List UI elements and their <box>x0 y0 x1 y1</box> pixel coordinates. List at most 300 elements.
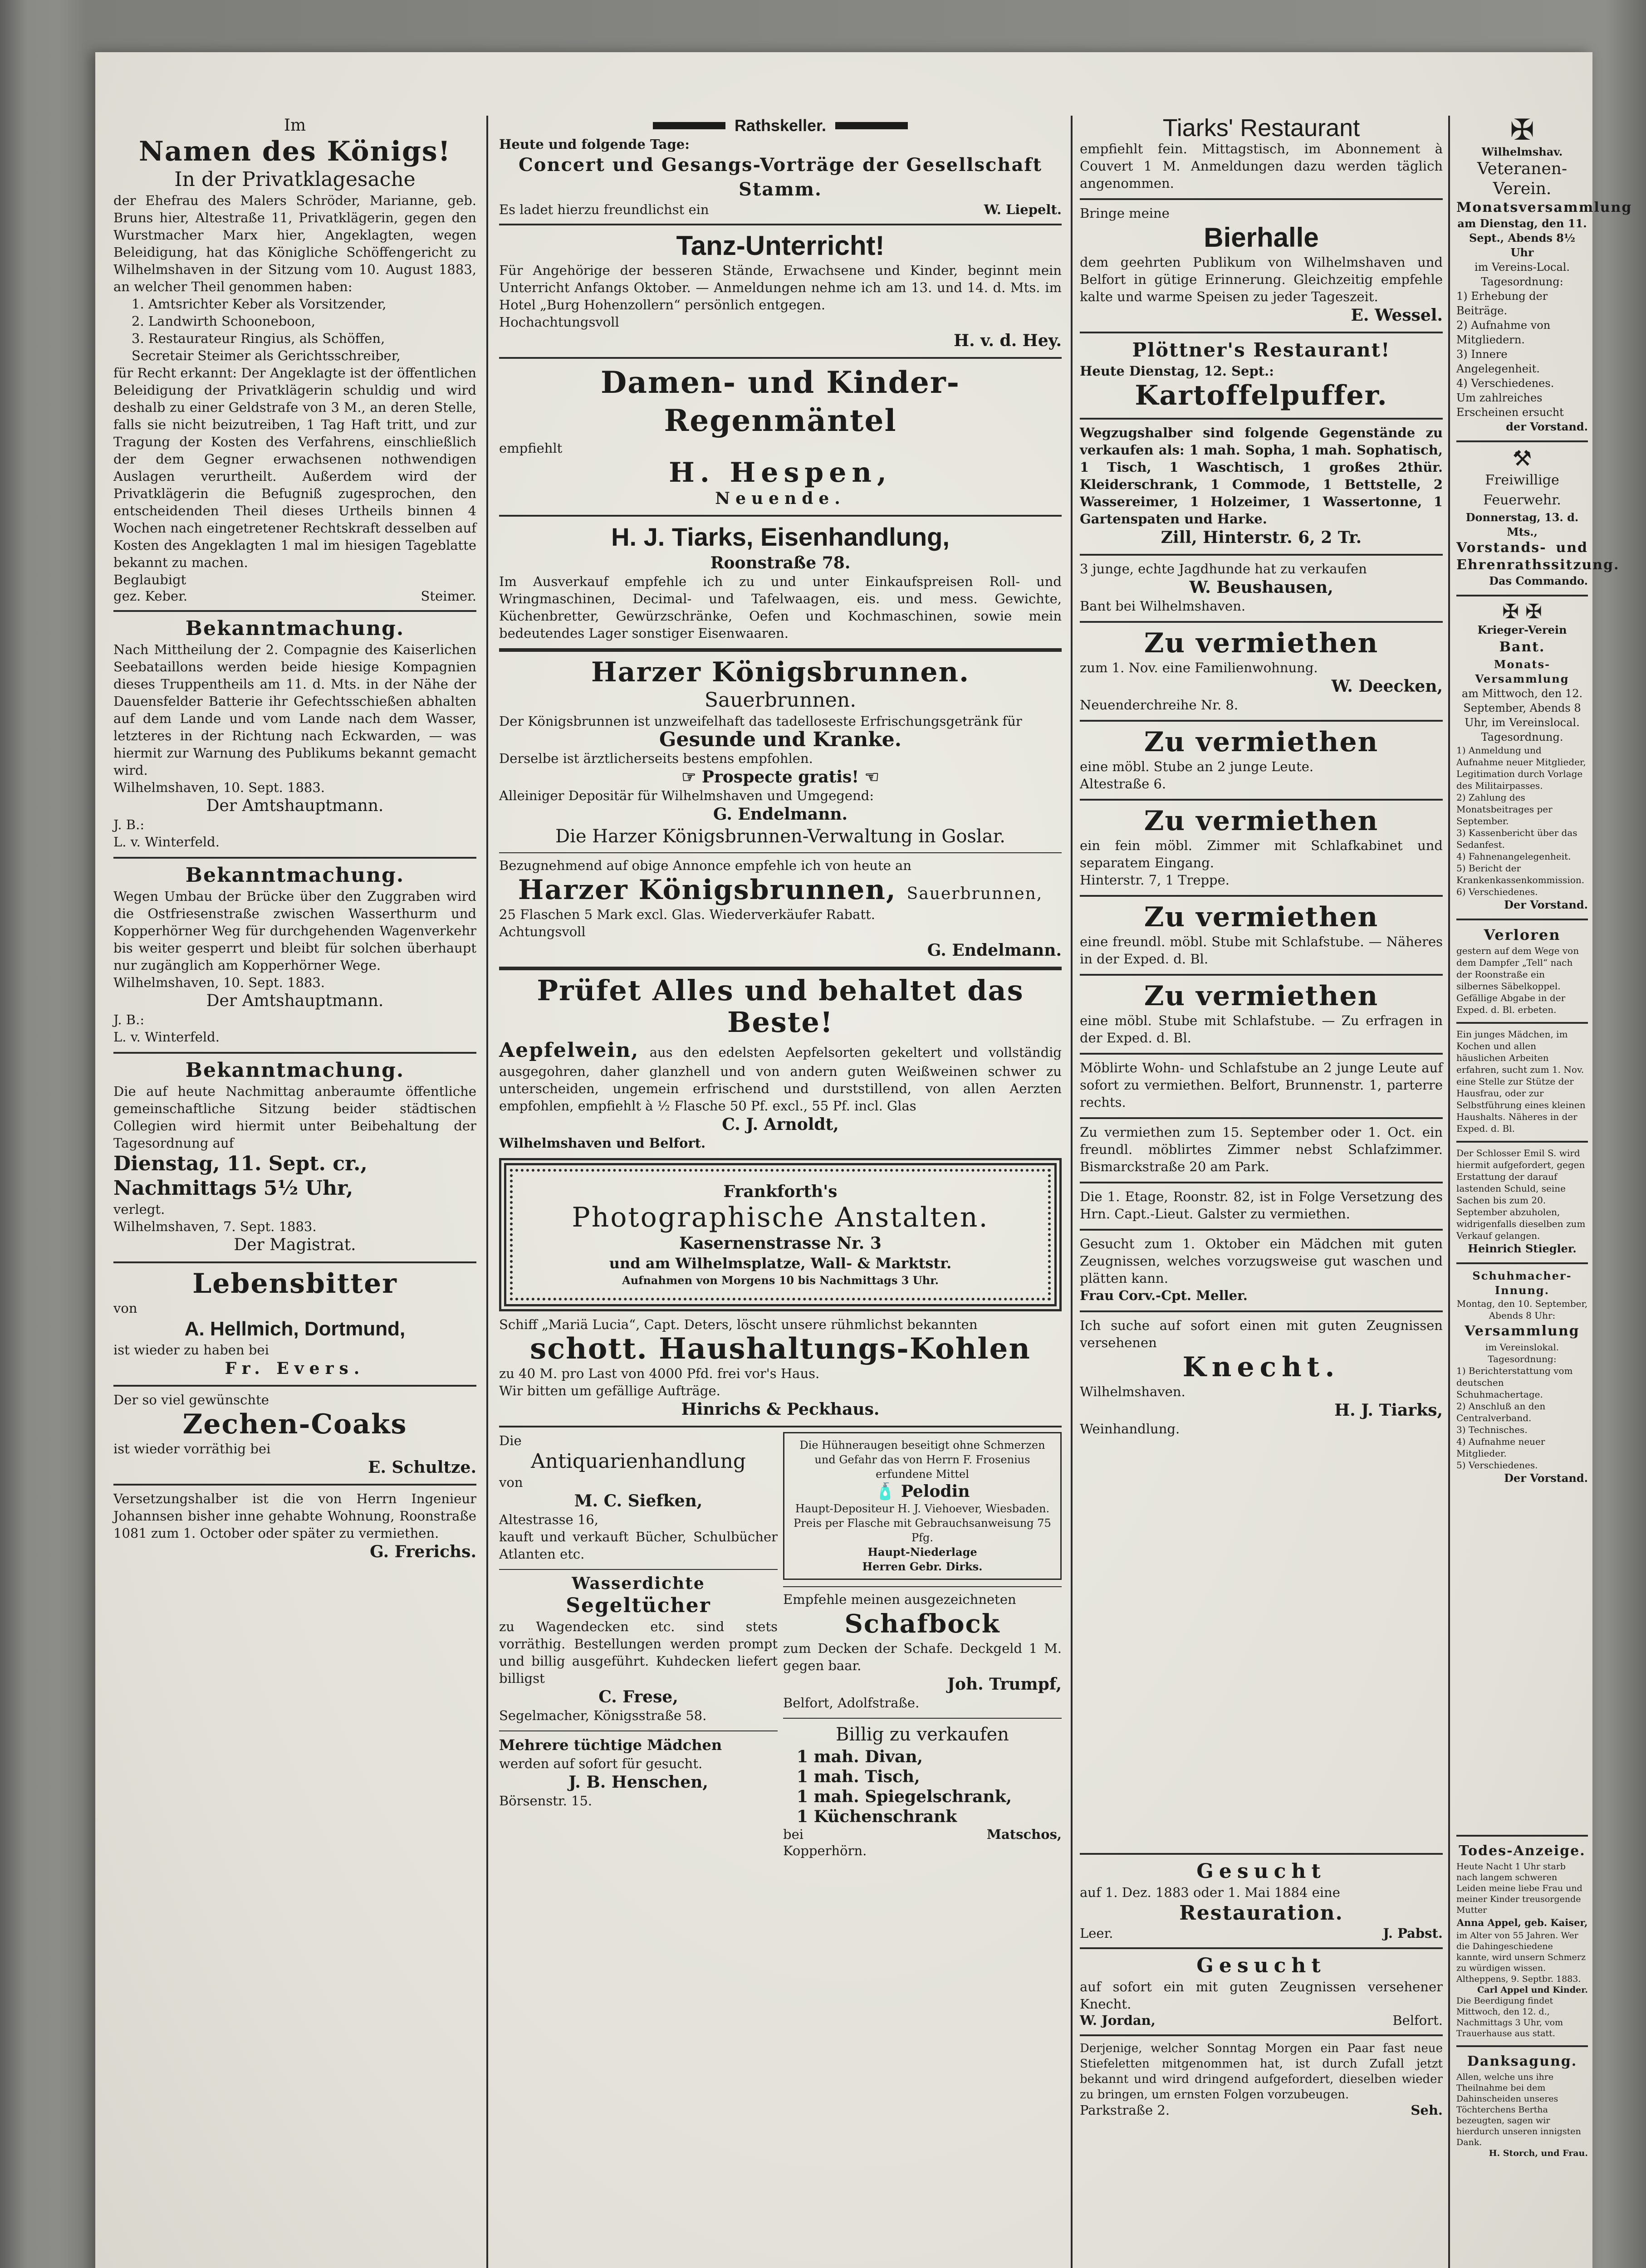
ad-title: Prüfet Alles und behaltet das Beste! <box>537 974 1024 1039</box>
list-item: Secretair Steimer als Gerichtsschreiber, <box>132 348 401 363</box>
signature: der Vorstand. <box>1506 420 1588 433</box>
ad-schlosser <box>1456 1147 1588 1256</box>
list-item: 1 mah. Divan, <box>797 1747 923 1766</box>
column-4-bottom <box>1456 1830 1588 2165</box>
list-item: 1 mah. Spiegelschrank, <box>797 1787 1012 1806</box>
divider <box>1080 1947 1443 1949</box>
photo-addr: und am Wilhelmsplatze, Wall- & Marktstr. <box>609 1255 952 1272</box>
signature: W. Beushausen, <box>1189 578 1333 597</box>
notice-body: der Ehefrau des Malers Schröder, Marianne, geb. Bruns hier, Altestraße 11, Privatklägerin, gegen den Wurstmacher Marx hier, Angeklagten, wegen Beleidigung, hat das Königliche Schöffengericht zu Wilhelmshaven in der Sitzung vom 10. August 1883, an welcher Theil genommen haben: <box>113 193 476 294</box>
ad-title: Segeltücher <box>566 1594 711 1617</box>
ad-jagd <box>1080 560 1443 615</box>
ad-body: im Alter von 55 Jahren. Wer die Dahingeschiedene kannte, wird unsern Schmerz zu würdigen wissen. <box>1456 1931 1586 1973</box>
ad-stiefel <box>1080 2041 1443 2118</box>
ad-billig <box>783 1722 1062 1859</box>
divider <box>783 1586 1062 1587</box>
divider <box>1080 1117 1443 1119</box>
ad-date: Donnerstag, 13. d. Mts., <box>1465 511 1579 538</box>
ad-place: Wilhelmshav. <box>1481 145 1563 158</box>
signature: C. J. Arnoldt, <box>722 1115 839 1134</box>
divider <box>113 610 476 612</box>
ad-head: Monatsversammlung <box>1456 200 1632 215</box>
ad-coaks <box>113 1391 476 1477</box>
signature: H. v. d. Hey. <box>954 331 1062 350</box>
ad-title: Lebensbitter <box>192 1268 397 1300</box>
notice-sig1: J. B.: <box>113 1012 145 1027</box>
signature: Der Vorstand. <box>1504 898 1588 911</box>
regards: Hochachtungsvoll <box>499 314 619 330</box>
divider <box>113 1052 476 1054</box>
list-item: 1) Erhebung der Beiträge. <box>1456 290 1548 317</box>
ad-head: Vorstands- und Ehrenrathssitzung. <box>1456 540 1620 573</box>
signature: W. Jordan, <box>1080 2013 1156 2028</box>
signature-row <box>1080 2102 1443 2118</box>
divider <box>1080 2034 1443 2036</box>
notice-body: Wegen Umbau der Brücke über den Zuggraben wird die Ostfriesenstraße zwischen Wasserthurm und Kopperhörner Weg für durchgehenden Wagenverkehr bis weiter gesperrt und bleibt für solchen überhaupt nur zugänglich am Kopperhörner Wege. <box>113 889 476 973</box>
list-item: 1) Anmeldung und Aufnahme neuer Mitglieder, Legitimation durch Vorlage des Militairpasses. <box>1456 745 1586 791</box>
ad-body: Die Hühneraugen beseitigt ohne Schmerzen und Gefahr das von Herrn F. Frosenius erfundene Mittel <box>799 1439 1045 1481</box>
ad-veteranen <box>1456 113 1632 434</box>
list-item: 3. Restaurateur Ringius, als Schöffen, <box>132 331 385 346</box>
divider <box>113 1484 476 1486</box>
ad-title: Schuhmacher-Innung. <box>1472 1269 1572 1297</box>
divider <box>1456 1022 1588 1024</box>
ad-title2-sub: Sauerbrunnen, <box>906 885 1043 903</box>
ad-seller: E. Schultze. <box>368 1458 476 1477</box>
ad-todes <box>1456 1841 1588 2039</box>
ad-schuhmacher <box>1456 1269 1588 1486</box>
ad-vermiethen-3 <box>1080 805 1443 889</box>
ad-body: Derselbe ist ärztlicherseits bestens empfohlen. <box>499 751 813 766</box>
signature-row <box>1080 2013 1443 2028</box>
ad-body: auf sofort ein mit guten Zeugnissen versehener Knecht. <box>1080 1979 1443 2012</box>
ad-title: Zechen-Coaks <box>182 1408 407 1440</box>
ad-title: Gesucht <box>1196 1860 1326 1883</box>
ad-title: Wasserdichte <box>572 1574 705 1593</box>
ad-body: dem geehrten Publikum von Wilhelmshaven und Belfort in gütige Erinnerung. Gleichzeitig empfehle kalte und warme Speisen zu jeder Tageszeit. <box>1080 254 1443 304</box>
ad-schafbock <box>783 1591 1062 1711</box>
ladder-icon: ⚒ <box>1512 446 1532 471</box>
divider <box>1456 919 1588 920</box>
ad-tanz <box>499 230 1062 351</box>
depositor: G. Endelmann. <box>713 805 848 824</box>
ad-addr: Hinterstr. 7, 1 Treppe. <box>1080 872 1230 888</box>
divider <box>1080 418 1443 420</box>
signature: H. Storch, und Frau. <box>1489 2148 1588 2158</box>
small-ads-grid <box>499 1432 1062 1866</box>
heading-title: Namen des Königs! <box>138 136 451 167</box>
ad-where: im Vereins-Local. <box>1474 261 1570 274</box>
notice-title: Bekanntmachung. <box>185 617 405 640</box>
ad-body: Heute Nacht 1 Uhr starb nach langem schweren Leiden meine liebe Frau und meiner Kinder treusorgende Mutter <box>1456 1862 1582 1915</box>
list-item: 6) Verschiedenes. <box>1456 886 1538 897</box>
signature-row <box>499 202 1062 217</box>
ad-body: zum 1. Nov. eine Familienwohnung. <box>1080 660 1318 675</box>
judge-list <box>113 295 476 364</box>
signature: Zill, Hinterstr. 6, 2 Tr. <box>1161 528 1362 547</box>
ad-body: zum Decken der Schafe. Deckgeld 1 M. gegen baar. <box>783 1641 1062 1673</box>
ad-body: eine möbl. Stube mit Schlafstube. — Zu erfragen in der Exped. d. Bl. <box>1080 1013 1443 1046</box>
signature: Frau Corv.-Cpt. Meller. <box>1080 1288 1248 1303</box>
ad-name: M. C. Siefken, <box>574 1491 703 1510</box>
ad-body: gestern auf dem Wege von dem Dampfer „Tell“ nach der Roonstraße ein silbernes Säbelkoppel. Gefällige Abgabe in der Exped. d. Bl. erbeten. <box>1456 945 1579 1015</box>
divider <box>1456 595 1588 596</box>
column-4 <box>1456 113 1632 1492</box>
divider <box>1080 554 1443 556</box>
list-item: 4) Verschiedenes. <box>1456 377 1554 390</box>
ad-title: Antiquarienhandlung <box>530 1450 746 1473</box>
divider <box>1080 332 1443 333</box>
ad-addr: Parkstraße 2. <box>1080 2102 1170 2118</box>
bei-text: bei <box>783 1827 804 1842</box>
small-ads-left <box>499 1432 778 1866</box>
signature-row <box>113 588 476 604</box>
divider <box>113 1385 476 1387</box>
divider <box>499 648 1062 652</box>
column-2 <box>499 116 1062 1866</box>
notice-title: Bekanntmachung. <box>185 1059 405 1082</box>
ad-title: Verein. <box>1493 180 1552 198</box>
ad-body: zu Wagendecken etc. sind stets vorräthig. Bestellungen werden prompt und billig ausgeführt. Kuhdecken liefert billigst <box>499 1619 778 1686</box>
ad-where: im Vereinslokal. <box>1485 1342 1559 1353</box>
ad-body: empfiehlt fein. Mittagstisch, im Abonnement à Couvert 1 M. Anmeldungen dazu werden täglich angenommen. <box>1080 141 1443 191</box>
ad-title: Plöttner's Restaurant! <box>1132 339 1391 361</box>
notice-title: Bekanntmachung. <box>185 864 405 887</box>
notice-tail: verlegt. <box>113 1202 165 1217</box>
divider <box>1080 198 1443 200</box>
ad-body: Wegzugshalber sind folgende Gegenstände zu verkaufen als: 1 mah. Sopha, 1 mah. Sophatisch, 1 Tisch, 1 Waschtisch, 1 großes 2thür. Kleiderschrank, 1 Commode, 1 Bettstelle, 2 Wassereimer, 1 Holzeimer, 1 Wassertonne, 1 Gartenspaten und Harke. <box>1080 425 1443 527</box>
ad-body: Haupt-Depositeur H. J. Viehoever, Wiesbaden. Preis per Flasche mit Gebrauchsanweisung 75 Pfg. <box>794 1502 1051 1544</box>
ad-body: Im Ausverkauf empfehle ich zu und unter Einkaufspreisen Roll- und Wringmaschinen, Decimal- und Tafelwaagen, eis. und mess. Gewichte, Küchenbretter, Gewürzschränke, Oefen und Kochmaschinen, sowie mein bedeutendes Lager sonstiger Eisenwaaren. <box>499 574 1062 641</box>
ad-body: eine möbl. Stube an 2 junge Leute. <box>1080 759 1314 774</box>
ad-body: 3 junge, echte Jagdhunde hat zu verkaufen <box>1080 561 1367 577</box>
ad-body: Gesucht zum 1. Oktober ein Mädchen mit guten Zeugnissen, welches vorzugsweise gut waschen und plätten kann. <box>1080 1236 1443 1286</box>
ad-title: Danksagung. <box>1467 2053 1577 2069</box>
ad-line: Der so viel gewünschte <box>113 1392 269 1408</box>
ad-title: schott. Haushaltungs-Kohlen <box>530 1332 1031 1366</box>
divider <box>1456 1141 1588 1143</box>
divider <box>499 1426 1062 1427</box>
ad-addr: Altestrasse 16, <box>499 1512 598 1527</box>
ad-place: Wilhelmshaven. <box>1080 1384 1186 1399</box>
ad-tiarks-eisen <box>499 521 1062 642</box>
ad-title: Krieger-Verein <box>1477 623 1567 636</box>
agenda-title: Tagesordnung: <box>1481 275 1563 288</box>
signature: Matschos, <box>986 1827 1062 1842</box>
ad-segel <box>499 1574 778 1724</box>
ad-title: Knecht. <box>1182 1351 1340 1383</box>
list-item: 1. Amtsrichter Keber als Vorsitzender, <box>132 296 387 312</box>
newspaper-page <box>95 52 1632 2268</box>
ad-title: Veteranen- <box>1477 160 1568 178</box>
ad-addr: Kopperhörn. <box>783 1843 867 1858</box>
notice-magistrat <box>113 1058 476 1255</box>
ad-intro: Schiff „Mariä Lucia“, Capt. Deters, löscht unsere rühmlichst bekannten <box>499 1317 978 1332</box>
signature: Joh. Trumpf, <box>947 1675 1062 1694</box>
ad-place: Altheppens, 9. Septbr. 1883. <box>1456 1974 1581 1984</box>
ad-title: Zu vermiethen <box>1144 901 1379 933</box>
ad-body: Die 1. Etage, Roonstr. 82, ist in Folge Versetzung des Hrn. Capt.-Lieut. Galster zu vermiethen. <box>1080 1189 1443 1222</box>
signature: G. Endelmann. <box>927 941 1062 960</box>
ad-sub: Heute und folgende Tage: <box>499 137 690 152</box>
ad-maedchen <box>499 1735 778 1809</box>
ad-title: Gesucht <box>1196 1954 1326 1977</box>
ad-gesucht-maedchen <box>1080 1235 1443 1304</box>
verdict-text: für Recht erkannt: Der Angeklagte ist der öffentlichen Beleidigung der Privatklägerin schuldig und wird deshalb zu einer Geldstrafe von 3 M., an deren Stelle, falls sie nicht beizutreiben, 1 Tag Haft tritt, und zur Tragung der Kosten des Verfahrens, einschließlich der dem Gegner erwachsenen nothwendigen Auslagen verurtheilt. Außerdem wird der Privatklägerin die Befugniß zugesprochen, den entscheidenden Theil dieses Urtheils binnen 4 Wochen nach eingetretener Rechtskraft desselben auf Kosten des Angeklagten 1 mal im hiesigen Tageblatte bekannt zu machen. <box>113 365 476 570</box>
title-bar <box>653 122 725 129</box>
divider <box>1080 1229 1443 1231</box>
ad-title: Schafbock <box>844 1609 1000 1639</box>
signature: Heinrich Stiegler. <box>1468 1242 1577 1255</box>
divider <box>113 1261 476 1263</box>
item-list <box>783 1747 1062 1827</box>
agenda-title: Tagesordnung: <box>1488 1354 1557 1364</box>
ad-head: Versammlung <box>1465 1323 1580 1339</box>
ad-title: Zu vermiethen <box>1144 805 1379 837</box>
column-1 <box>113 116 476 1568</box>
list-item: 5) Verschiedenes. <box>1456 1460 1538 1471</box>
ad-side: Haupt-Niederlage <box>867 1545 977 1559</box>
ad-title: Freiwillige <box>1485 472 1559 488</box>
ad-line: ist wieder vorräthig bei <box>113 1441 271 1457</box>
signature-left: gez. Keber. <box>113 588 188 604</box>
ad-body: Der Schlosser Emil S. wird hiermit aufgefordert, gegen Erstattung der darauf lastenden Schuld, seine Sachen bis zum 20. September abzuholen, widrigenfalls dieselben zum Verkauf gelangen. <box>1456 1148 1586 1241</box>
ad-body: Versetzungshalber ist die von Herrn Ingenieur Johannsen bisher inne gehabte Wohnung, Roonstraße 1081 zum 1. October oder später zu vermiethen. <box>113 1491 476 1541</box>
column-3 <box>1080 116 1443 1444</box>
divider <box>1080 799 1443 801</box>
ad-product <box>789 1481 1056 1501</box>
ad-pelodin <box>783 1432 1062 1580</box>
ad-verloren <box>1456 925 1588 1016</box>
notice-sig2: L. v. Winterfeld. <box>113 1029 220 1045</box>
column-rule <box>1448 116 1450 2268</box>
ad-hespen <box>499 363 1062 508</box>
ad-body: Um zahlreiches Erscheinen ersucht <box>1456 391 1564 419</box>
agenda-list <box>1456 289 1588 391</box>
list-item: 1 mah. Tisch, <box>797 1767 920 1786</box>
ad-vermiethen-2 <box>1080 726 1443 792</box>
ad-die: Die <box>499 1433 522 1448</box>
notice-date: Wilhelmshaven, 10. Sept. 1883. <box>113 780 325 795</box>
ad-maedchen-sucht <box>1456 1028 1588 1134</box>
ad-body <box>499 1038 1062 1114</box>
signature-right: Steimer. <box>421 588 476 604</box>
ad-title: Rathskeller. <box>734 116 827 135</box>
notice-body: Die auf heute Nachmittag anberaumte öffentliche gemeinschaftliche Sitzung beider städtischen Collegien wird hiermit unter Beibehaltung der Tagesordnung auf <box>113 1084 476 1151</box>
ad-body: zu 40 M. pro Last von 4000 Pfd. frei vor's Haus. <box>499 1366 820 1381</box>
divider <box>499 357 1062 359</box>
ad-title2: Restauration. <box>1179 1901 1343 1925</box>
photo-name: Frankforth's <box>723 1182 838 1201</box>
notice-sig1: J. B.: <box>113 817 145 832</box>
court-verdict-notice <box>113 116 476 604</box>
ad-line: ist wieder zu haben bei <box>113 1342 269 1358</box>
list-item: 1) Berichterstattung vom deutschen Schuhmachertage. <box>1456 1365 1573 1400</box>
signature: E. Wessel. <box>1351 306 1443 325</box>
ad-bismarck <box>1080 1124 1443 1175</box>
list-item: 2. Landwirth Schooneboon, <box>132 313 316 329</box>
ad-intro: Bringe meine <box>1080 205 1170 221</box>
ad-body: auf 1. Dez. 1883 oder 1. Mai 1884 eine <box>1080 1885 1340 1900</box>
ad-date: am Dienstag, den 11. Sept., Abends 8½ Uhr <box>1457 217 1587 259</box>
ad-title: Zu vermiethen <box>1144 726 1379 758</box>
divider <box>499 967 1062 970</box>
ad-von: von <box>499 1475 523 1490</box>
title-row <box>499 116 1062 136</box>
ad-body: Bezugnehmend auf obige Annonce empfehle ich von heute an <box>499 858 911 873</box>
agenda-title: Tagesordnung. <box>1481 731 1563 743</box>
ad-tiarks-restaurant <box>1080 116 1443 192</box>
ad-body: ein fein möbl. Zimmer mit Schlafkabinet und separatem Eingang. <box>1080 838 1443 870</box>
ad-body: Der Königsbrunnen ist unzweifelhaft das tadelloseste Erfrischungsgetränk für <box>499 714 1022 729</box>
divider <box>499 1569 778 1570</box>
divider <box>1080 1053 1443 1055</box>
ad-addr: Belfort. <box>1392 2013 1443 2028</box>
divider <box>1080 1182 1443 1183</box>
ad-addr: Neuenderchreihe Nr. 8. <box>1080 697 1239 713</box>
ad-moebliert <box>1080 1059 1443 1111</box>
ad-body: eine freundl. möbl. Stube mit Schlafstube. — Näheres in der Exped. d. Bl. <box>1080 934 1443 967</box>
signature: W. Liepelt. <box>984 202 1062 217</box>
small-ads-right <box>783 1432 1062 1866</box>
ad-arnoldt <box>499 975 1062 1152</box>
divider <box>1456 2045 1588 2047</box>
divider <box>1080 1853 1443 1855</box>
photo-addr: Kasernenstrasse Nr. 3 <box>679 1234 882 1253</box>
ad-vermiethen-5 <box>1080 980 1443 1046</box>
ad-body: Allen, welche uns ihre Theilnahme bei dem Dahinscheiden unseres Töchterchens Bertha bezeugten, sagen wir hierdurch unseren innigsten Dank. <box>1456 2072 1581 2147</box>
ad-addr: Altestraße 6. <box>1080 776 1166 792</box>
ad-side: Herren Gebr. Dirks. <box>862 1560 983 1573</box>
ad-name: Anna Appel, geb. Kaiser, <box>1456 1917 1588 1928</box>
ad-addr: Belfort, Adolfstraße. <box>783 1695 920 1711</box>
signature: W. Deecken, <box>1331 677 1443 696</box>
ad-place: Wilhelmshaven und Belfort. <box>499 1135 706 1151</box>
divider <box>1456 440 1588 442</box>
ad-konigsbrunnen <box>499 656 1062 960</box>
divider <box>1080 974 1443 976</box>
prospect-text: Prospecte gratis! <box>701 767 859 787</box>
signature: J. Pabst. <box>1383 1926 1443 1941</box>
ad-plottner <box>1080 338 1443 411</box>
ad-body-text: aus den edelsten Aepfelsorten gekeltert und vollständig ausgegohren, daher glanzhell und von andern guten Weißweinen schwer zu unterscheiden, ungemein erfrischend und durststillend, von allen Aerzten empfohlen, empfiehlt à ½ Flasche 50 Pf. excl., 55 Pf. incl. Glas <box>499 1045 1062 1114</box>
divider <box>1080 1310 1443 1312</box>
heading-subtitle: In der Privatklagesache <box>174 168 416 191</box>
ad-body: Ich suche auf sofort einen mit guten Zeugnissen versehenen <box>1080 1318 1443 1350</box>
ad-addr: Roonstraße 78. <box>710 553 851 572</box>
ad-head: Monats-Versammlung <box>1475 658 1569 685</box>
list-item: 2) Aufnahme von Mitgliedern. <box>1456 319 1551 346</box>
signature: J. B. Henschen, <box>568 1773 708 1792</box>
signature: Seh. <box>1411 2102 1443 2118</box>
signature: Carl Appel und Kinder. <box>1477 1985 1588 1995</box>
ad-ask: Wir bitten um gefällige Aufträge. <box>499 1383 720 1398</box>
list-item: 3) Kassenbericht über das Sedanfest. <box>1456 827 1577 850</box>
divider <box>1080 621 1443 623</box>
photo-hours: Aufnahmen von Morgens 10 bis Nachmittags 3 Uhr. <box>622 1274 939 1287</box>
ad-body: Ein junges Mädchen, im Kochen und allen häuslichen Arbeiten erfahren, sucht zum 1. Nov. eine Stelle zur Stütze der Hausfrau, oder zur Selbstführung eines kleinen Haushalts. Näheres in der Exped. d. Bl. <box>1456 1029 1586 1134</box>
notice-office: Der Magistrat. <box>234 1236 356 1254</box>
ad-body: Alleiniger Depositär für Wilhelmshaven und Umgegend: <box>499 788 874 803</box>
ad-title: Zu vermiethen <box>1144 980 1379 1012</box>
ad-title: Bierhalle <box>1204 222 1319 253</box>
ad-sub: Sauerbrunnen. <box>704 689 857 712</box>
column-rule <box>1071 116 1073 2268</box>
ad-body: Für Angehörige der besseren Stände, Erwachsene und Kinder, beginnt mein Unterricht Anfangs Oktober. — Anmeldungen nehme ich am 13. und 14. d. Mts. im Hotel „Burg Hohenzollern“ persönlich entgegen. <box>499 263 1062 313</box>
ad-addr: Bant bei Wilhelmshaven. <box>1080 598 1246 614</box>
signature: Hinrichs & Peckhaus. <box>681 1400 880 1419</box>
ad-product: Aepfelwein, <box>499 1039 639 1062</box>
notice-office: Der Amtshauptmann. <box>206 797 384 815</box>
ad-name: H. Hespen, <box>669 457 892 489</box>
divider <box>783 1718 1062 1719</box>
ad-main: Concert und Gesangs-Vorträge der Gesellschaft Stamm. <box>518 154 1043 200</box>
column-3-bottom <box>1080 1848 1443 2124</box>
regards: Achtungsvoll <box>499 924 586 939</box>
notice-office: Der Amtshauptmann. <box>206 992 384 1010</box>
ad-title: Feuerwehr. <box>1483 492 1561 508</box>
ad-von: von <box>113 1300 137 1316</box>
ad-rathskeller <box>499 116 1062 217</box>
divider <box>1456 1262 1588 1264</box>
ad-date: am Mittwoch, den 12. September, Abends 8 Uhr, im Vereinslocal. <box>1461 687 1583 729</box>
ad-title: Damen- und Kinder-Regenmäntel <box>600 365 960 438</box>
ad-dish: Kartoffelpuffer. <box>1135 380 1388 411</box>
divider <box>499 852 1062 853</box>
ad-addr: Segelmacher, Königsstraße 58. <box>499 1708 707 1723</box>
notice-body: Nach Mittheilung der 2. Compagnie des Kaiserlichen Seebataillons werden beide hiesige Kompagnien dieses Truppentheils am 11. d. Mts. in der Nähe der Dauensfelder Batterie ihr Gefechtsschießen abhalten auf dem Lande und vom Lande nach dem Wasser, letzteres in der Richtung nach Eckwarden, — was hiermit zur Warnung des Publikums bekannt gemacht wird. <box>113 642 476 778</box>
notice-date: Wilhelmshaven, 7. Sept. 1883. <box>113 1219 317 1234</box>
ad-title2-main: Harzer Königsbrunnen, <box>518 874 896 906</box>
ad-dank <box>1456 2052 1588 2159</box>
ad-title: Todes-Anzeige. <box>1459 1843 1586 1859</box>
admin-line: Die Harzer Königsbrunnen-Verwaltung in Goslar. <box>555 826 1006 847</box>
ad-title: Mehrere tüchtige Mädchen <box>499 1736 722 1754</box>
divider <box>1080 895 1443 897</box>
ad-title2 <box>499 874 1062 906</box>
list-item: 4) Fahnenangelegenheit. <box>1456 851 1571 862</box>
ad-gesucht-knecht <box>1080 1954 1443 2028</box>
column-rule <box>486 116 488 2268</box>
ad-addr: Börsenstr. 15. <box>499 1793 593 1809</box>
signature-row <box>783 1827 1062 1842</box>
ad-seller: G. Frerichs. <box>370 1542 476 1561</box>
ad-highlight: Gesunde und Kranke. <box>659 728 902 751</box>
ad-title: Harzer Königsbrunnen. <box>591 656 970 688</box>
divider <box>113 857 476 859</box>
iron-cross-icon: ✠ <box>1510 113 1534 147</box>
prospect-line <box>499 767 1062 787</box>
list-item: 3) Technisches. <box>1456 1424 1528 1435</box>
list-item: 3) Innere Angelegenheit. <box>1456 348 1540 375</box>
ad-date: Heute Dienstag, 12. Sept.: <box>1080 363 1274 379</box>
ad-body: 25 Flaschen 5 Mark excl. Glas. Wiederverkäufer Rabatt. <box>499 907 875 922</box>
bottle-icon: 🧴 <box>875 1482 901 1501</box>
ad-wohnung <box>113 1490 476 1562</box>
signature-row <box>1080 1926 1443 1941</box>
ad-feuerwehr <box>1456 446 1620 588</box>
ad-title: H. J. Tiarks, Eisenhandlung, <box>611 523 950 551</box>
photo-title: Photographische Anstalten. <box>572 1202 989 1233</box>
divider <box>499 224 1062 225</box>
ad-antiquar <box>499 1432 778 1563</box>
list-item: 4) Aufnahme neuer Mitglieder. <box>1456 1436 1545 1459</box>
divider <box>1456 1835 1588 1837</box>
agenda-list <box>1456 744 1588 898</box>
ad-place: Neuende. <box>715 489 846 508</box>
ad-vermiethen-4 <box>1080 901 1443 968</box>
ad-date: Montag, den 10. September, Abends 8 Uhr: <box>1456 1298 1588 1321</box>
